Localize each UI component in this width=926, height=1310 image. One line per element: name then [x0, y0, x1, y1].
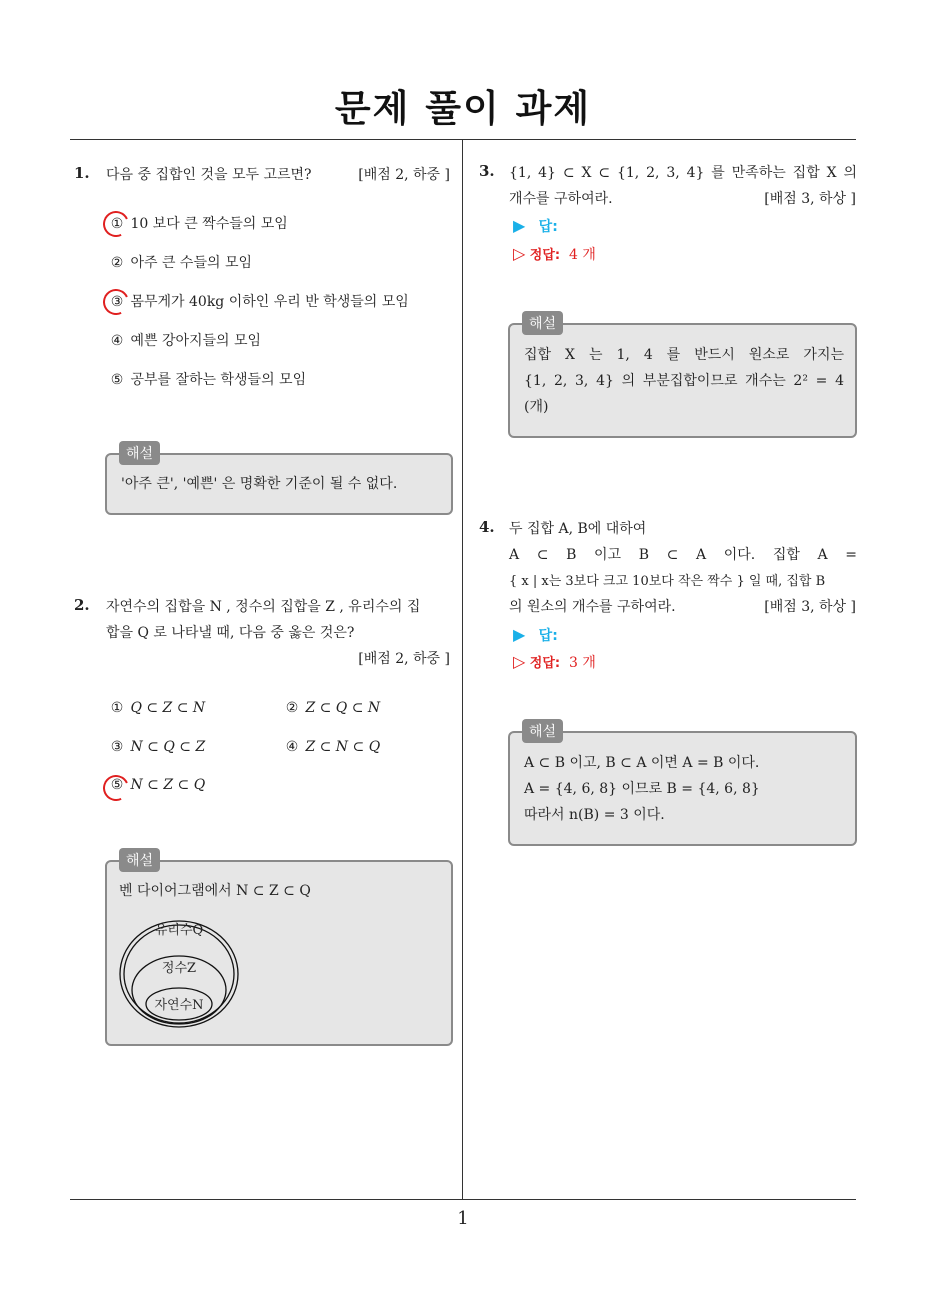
reply-label: 답: — [538, 628, 558, 644]
option-3[interactable] — [108, 739, 205, 755]
answer-label: 정답: — [529, 656, 561, 671]
venn-inner-label: 자연수N — [154, 998, 204, 1013]
question-text-line-2: A ⊂ B 이고 B ⊂ A 이다. 집합 A = — [509, 547, 857, 563]
question-meta: [배점 3, 하상 ] — [764, 599, 856, 615]
option-marker: ① — [110, 700, 124, 716]
explanation-label: 해설 — [522, 719, 563, 743]
option-marker: ③ — [110, 294, 124, 310]
explanation-line-3: 따라서 n(B) = 3 이다. — [524, 807, 665, 823]
option-3[interactable] — [108, 291, 409, 311]
explanation-line-1: A ⊂ B 이고, B ⊂ A 이면 A = B 이다. — [524, 755, 760, 771]
explanation-text: 벤 다이어그램에서 N ⊂ Z ⊂ Q — [119, 883, 311, 899]
question-number: 2. — [74, 596, 90, 614]
option-2[interactable] — [283, 700, 380, 716]
explanation-box — [508, 316, 857, 438]
option-marker: ③ — [110, 739, 124, 755]
explanation-label: 해설 — [522, 311, 563, 335]
question-number: 3. — [479, 162, 495, 180]
option-text: 공부를 잘하는 학생들의 모임 — [130, 372, 307, 388]
answer-value: 4 개 — [569, 247, 596, 263]
column-divider — [462, 140, 463, 1200]
question-meta: [배점 3, 하상 ] — [764, 191, 856, 207]
option-marker: ④ — [110, 333, 124, 349]
question-meta: [배점 2, 하중 ] — [358, 167, 450, 183]
question-text-line-1: 두 집합 A, B에 대하여 — [509, 521, 647, 537]
explanation-line-3: (개) — [524, 399, 549, 415]
reply-row[interactable] — [513, 216, 558, 236]
option-2[interactable] — [108, 252, 252, 272]
option-4[interactable] — [283, 739, 380, 755]
option-marker: ② — [110, 255, 124, 271]
option-marker: ② — [285, 700, 299, 716]
reply-row[interactable] — [513, 625, 558, 645]
question-meta: [배점 2, 하중 ] — [358, 651, 450, 667]
outline-triangle-icon: ▷ — [513, 244, 526, 263]
explanation-label: 해설 — [119, 848, 160, 872]
question-number: 1. — [74, 164, 90, 182]
option-marker: ① — [110, 216, 124, 232]
option-text: 예쁜 강아지들의 모임 — [130, 333, 262, 349]
option-text: 10 보다 큰 짝수들의 모임 — [130, 216, 288, 232]
reply-label: 답: — [538, 219, 558, 235]
outline-triangle-icon: ▷ — [513, 652, 526, 671]
option-4[interactable] — [108, 330, 261, 350]
explanation-label: 해설 — [119, 441, 160, 465]
question-text-line-1: {1, 4} ⊂ X ⊂ {1, 2, 3, 4} 를 만족하는 집합 X 의 — [509, 165, 857, 181]
question-text: 다음 중 집합인 것을 모두 고르면? — [106, 167, 312, 183]
answer-row — [513, 652, 596, 672]
question-text-line-2: 개수를 구하여라. — [509, 191, 613, 207]
page-title: 문제 풀이 과제 — [334, 87, 592, 130]
answer-label: 정답: — [529, 248, 561, 263]
option-text: N ⊂ Q ⊂ Z — [130, 739, 206, 755]
explanation-box — [508, 724, 857, 846]
option-text: N ⊂ Z ⊂ Q — [130, 777, 206, 793]
play-triangle-icon: ▶ — [513, 625, 526, 644]
option-text: Z ⊂ Q ⊂ N — [305, 700, 381, 716]
play-triangle-icon: ▶ — [513, 216, 526, 235]
option-text: 몸무게가 40kg 이하인 우리 반 학생들의 모임 — [130, 294, 409, 310]
answer-row — [513, 244, 596, 264]
option-text: 아주 큰 수들의 모임 — [130, 255, 252, 271]
option-text: Q ⊂ Z ⊂ N — [130, 700, 206, 716]
question-text-line-3: { x | x는 3보다 크고 10보다 작은 짝수 } 일 때, 집합 B — [509, 574, 826, 589]
question-number: 4. — [479, 518, 495, 536]
venn-middle-label: 정수Z — [161, 961, 197, 976]
option-5[interactable] — [108, 369, 306, 389]
explanation-text: '아주 큰', '예쁜' 은 명확한 기준이 될 수 없다. — [121, 476, 398, 492]
footer-divider — [70, 1199, 856, 1200]
question-text-line-2: 합을 Q 로 나타낼 때, 다음 중 옳은 것은? — [106, 625, 355, 641]
header-divider — [70, 139, 856, 140]
explanation-line-2: A = {4, 6, 8} 이므로 B = {4, 6, 8} — [524, 781, 760, 797]
question-text-line-1: 자연수의 집합을 N , 정수의 집합을 Z , 유리수의 집 — [106, 599, 421, 615]
explanation-line-1: 집합 X 는 1, 4 를 반드시 원소로 가지는 — [524, 347, 844, 363]
option-marker: ④ — [285, 739, 299, 755]
answer-value: 3 개 — [569, 655, 596, 671]
explanation-box — [105, 446, 453, 515]
question-text-line-4: 의 원소의 개수를 구하여라. — [509, 599, 676, 615]
option-text: Z ⊂ N ⊂ Q — [305, 739, 381, 755]
explanation-box — [105, 853, 453, 1046]
option-1[interactable] — [108, 213, 288, 233]
venn-diagram — [117, 906, 241, 1030]
explanation-line-2: {1, 2, 3, 4} 의 부분집합이므로 개수는 2² = 4 — [524, 373, 844, 389]
option-marker: ⑤ — [110, 777, 124, 793]
page-number: 1 — [457, 1208, 469, 1229]
option-marker: ⑤ — [110, 372, 124, 388]
venn-outer-label: 유리수Q — [154, 923, 204, 938]
option-1[interactable] — [108, 700, 205, 716]
